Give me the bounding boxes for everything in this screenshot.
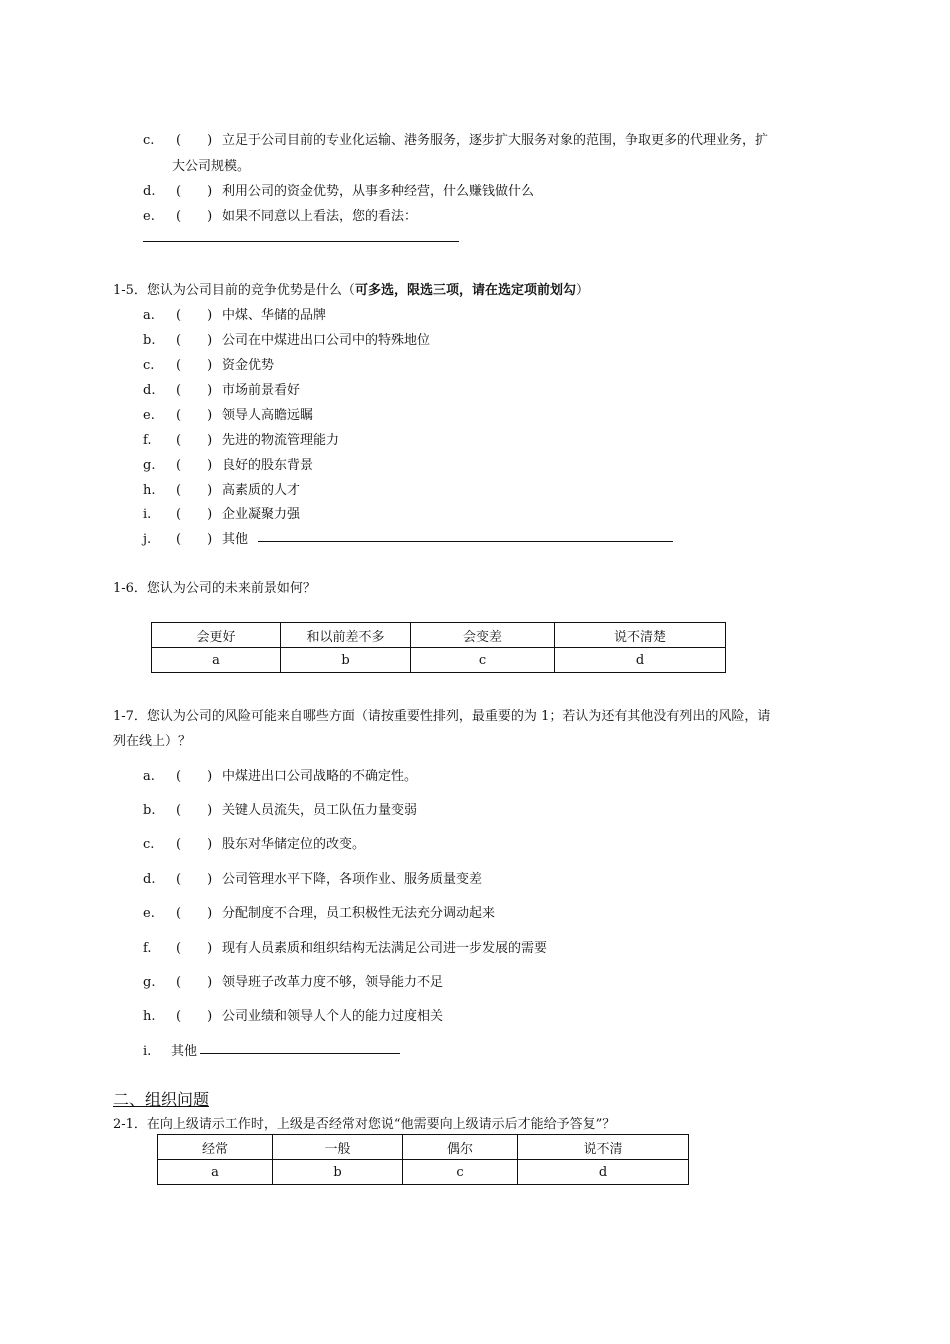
answer-table [157, 1134, 689, 1185]
option-i [143, 503, 300, 522]
option-f [143, 429, 339, 448]
option-text: 中煤进出口公司战略的不确定性。 [222, 769, 418, 784]
option-j [143, 528, 248, 547]
option-h [143, 1005, 443, 1024]
option-text: 领导人高瞻远瞩 [222, 408, 314, 423]
table-cell[interactable]: c [403, 1160, 518, 1185]
option-letter: b. [143, 333, 156, 348]
question-instruction: 可多选，限选三项，请在选定项前划勾 [354, 283, 576, 298]
option-letter: h. [143, 483, 156, 498]
table-cell[interactable]: a [152, 648, 281, 673]
option-text: 公司业绩和领导人个人的能力过度相关 [222, 1009, 444, 1024]
option-b [143, 329, 430, 348]
option-d [143, 868, 482, 887]
table-cell[interactable]: d [518, 1160, 689, 1185]
option-letter: i. [143, 507, 152, 522]
option-c [143, 354, 274, 373]
question-text-end: ） [575, 283, 589, 298]
option-rank-box[interactable]: ( ) [176, 941, 213, 956]
table-header-cell: 一般 [273, 1135, 403, 1160]
other-answer-line[interactable] [200, 1053, 400, 1054]
question-1-5 [113, 279, 589, 298]
table-header-cell: 经常 [158, 1135, 273, 1160]
option-text: 其他 [171, 1044, 198, 1059]
option-letter: d. [143, 872, 156, 887]
option-checkbox[interactable]: ( ) [176, 209, 213, 224]
option-b [143, 799, 417, 818]
option-letter: a. [143, 308, 155, 323]
option-a [143, 765, 417, 784]
option-checkbox[interactable]: ( ) [176, 458, 213, 473]
table-header-cell: 偶尔 [403, 1135, 518, 1160]
table-cell[interactable]: b [281, 648, 411, 673]
table-header-cell: 会变差 [411, 623, 555, 648]
option-letter: g. [143, 975, 156, 990]
option-d [143, 180, 534, 199]
question-2-1: 2-1．在向上级请示工作时，上级是否经常对您说“他需要向上级请示后才能给予答复”？ [113, 1117, 616, 1132]
table-cell[interactable]: c [411, 648, 555, 673]
option-e [143, 404, 313, 423]
other-answer-line[interactable] [258, 541, 673, 542]
option-checkbox[interactable]: ( ) [176, 358, 213, 373]
answer-line[interactable] [143, 241, 459, 242]
option-checkbox[interactable]: ( ) [176, 408, 213, 423]
option-text: 其他 [222, 532, 249, 547]
answer-table [151, 622, 726, 673]
option-text: 先进的物流管理能力 [222, 433, 340, 448]
question-text: 1-5．您认为公司目前的竞争优势是什么（ [113, 283, 355, 298]
option-letter: a. [143, 769, 155, 784]
option-c [143, 833, 365, 852]
question-1-6: 1-6．您认为公司的未来前景如何？ [113, 581, 316, 596]
table-cell[interactable]: d [555, 648, 726, 673]
option-checkbox[interactable]: ( ) [176, 532, 213, 547]
option-c [143, 129, 768, 148]
option-checkbox[interactable]: ( ) [176, 133, 213, 148]
option-text: 良好的股东背景 [222, 458, 314, 473]
option-f [143, 937, 547, 956]
option-checkbox[interactable]: ( ) [176, 383, 213, 398]
table-header-cell: 说不清 [518, 1135, 689, 1160]
option-text: 立足于公司目前的专业化运输、港务服务，逐步扩大服务对象的范围，争取更多的代理业务，扩 [222, 133, 769, 148]
option-letter: g. [143, 458, 156, 473]
option-letter: c. [143, 837, 155, 852]
table-row [152, 648, 726, 673]
option-rank-box[interactable]: ( ) [176, 906, 213, 921]
option-text: 领导班子改革力度不够，领导能力不足 [222, 975, 444, 990]
option-text: 中煤、华储的品牌 [222, 308, 327, 323]
option-rank-box[interactable]: ( ) [176, 975, 213, 990]
option-text: 现有人员素质和组织结构无法满足公司进一步发展的需要 [222, 941, 548, 956]
option-checkbox[interactable]: ( ) [176, 184, 213, 199]
option-text: 公司管理水平下降，各项作业、服务质量变差 [222, 872, 483, 887]
option-letter: e. [143, 906, 155, 921]
option-rank-box[interactable]: ( ) [176, 803, 213, 818]
option-rank-box[interactable]: ( ) [176, 837, 213, 852]
option-text: 市场前景看好 [222, 383, 301, 398]
option-a [143, 304, 326, 323]
option-text: 企业凝聚力强 [222, 507, 301, 522]
section-title: 二、组织问题 [113, 1090, 210, 1109]
option-checkbox[interactable]: ( ) [176, 433, 213, 448]
option-text: 股东对华储定位的改变。 [222, 837, 366, 852]
option-checkbox[interactable]: ( ) [176, 333, 213, 348]
option-letter: j. [143, 532, 152, 547]
option-letter: i. [143, 1044, 152, 1059]
option-rank-box[interactable]: ( ) [176, 1009, 213, 1024]
option-g [143, 971, 443, 990]
table-cell[interactable]: a [158, 1160, 273, 1185]
option-letter: h. [143, 1009, 156, 1024]
option-checkbox[interactable]: ( ) [176, 308, 213, 323]
option-rank-box[interactable]: ( ) [176, 872, 213, 887]
option-text: 如果不同意以上看法，您的看法： [222, 209, 418, 224]
option-letter: c. [143, 358, 155, 373]
table-header-cell: 说不清楚 [555, 623, 726, 648]
option-letter: b. [143, 803, 156, 818]
option-g [143, 454, 313, 473]
option-text: 高素质的人才 [222, 483, 301, 498]
option-text: 资金优势 [222, 358, 275, 373]
option-rank-box[interactable]: ( ) [176, 769, 213, 784]
table-header-cell: 会更好 [152, 623, 281, 648]
option-text-continued: 大公司规模。 [172, 159, 251, 174]
table-header-cell: 和以前差不多 [281, 623, 411, 648]
option-letter: e. [143, 209, 155, 224]
option-letter: d. [143, 184, 156, 199]
option-i [143, 1040, 197, 1059]
question-1-7: 1-7．您认为公司的风险可能来自哪些方面（请按重要性排列，最重要的为 1；若认为还有其他没有列出的风险，请 [113, 709, 771, 724]
option-h [143, 479, 300, 498]
option-checkbox[interactable]: ( ) [176, 507, 213, 522]
option-text: 公司在中煤进出口公司中的特殊地位 [222, 333, 431, 348]
table-header-row [152, 623, 726, 648]
table-row [158, 1160, 689, 1185]
table-cell[interactable]: b [273, 1160, 403, 1185]
table-header-row [158, 1135, 689, 1160]
option-letter: e. [143, 408, 155, 423]
option-text: 关键人员流失，员工队伍力量变弱 [222, 803, 418, 818]
option-e [143, 205, 417, 224]
option-e [143, 902, 495, 921]
option-text: 分配制度不合理，员工积极性无法充分调动起来 [222, 906, 496, 921]
option-letter: d. [143, 383, 156, 398]
option-text: 利用公司的资金优势，从事多种经营，什么赚钱做什么 [222, 184, 535, 199]
option-letter: f. [143, 433, 152, 448]
option-checkbox[interactable]: ( ) [176, 483, 213, 498]
question-1-7-continued: 列在线上）？ [113, 734, 192, 749]
option-letter: c. [143, 133, 155, 148]
option-letter: f. [143, 941, 152, 956]
option-d [143, 379, 300, 398]
